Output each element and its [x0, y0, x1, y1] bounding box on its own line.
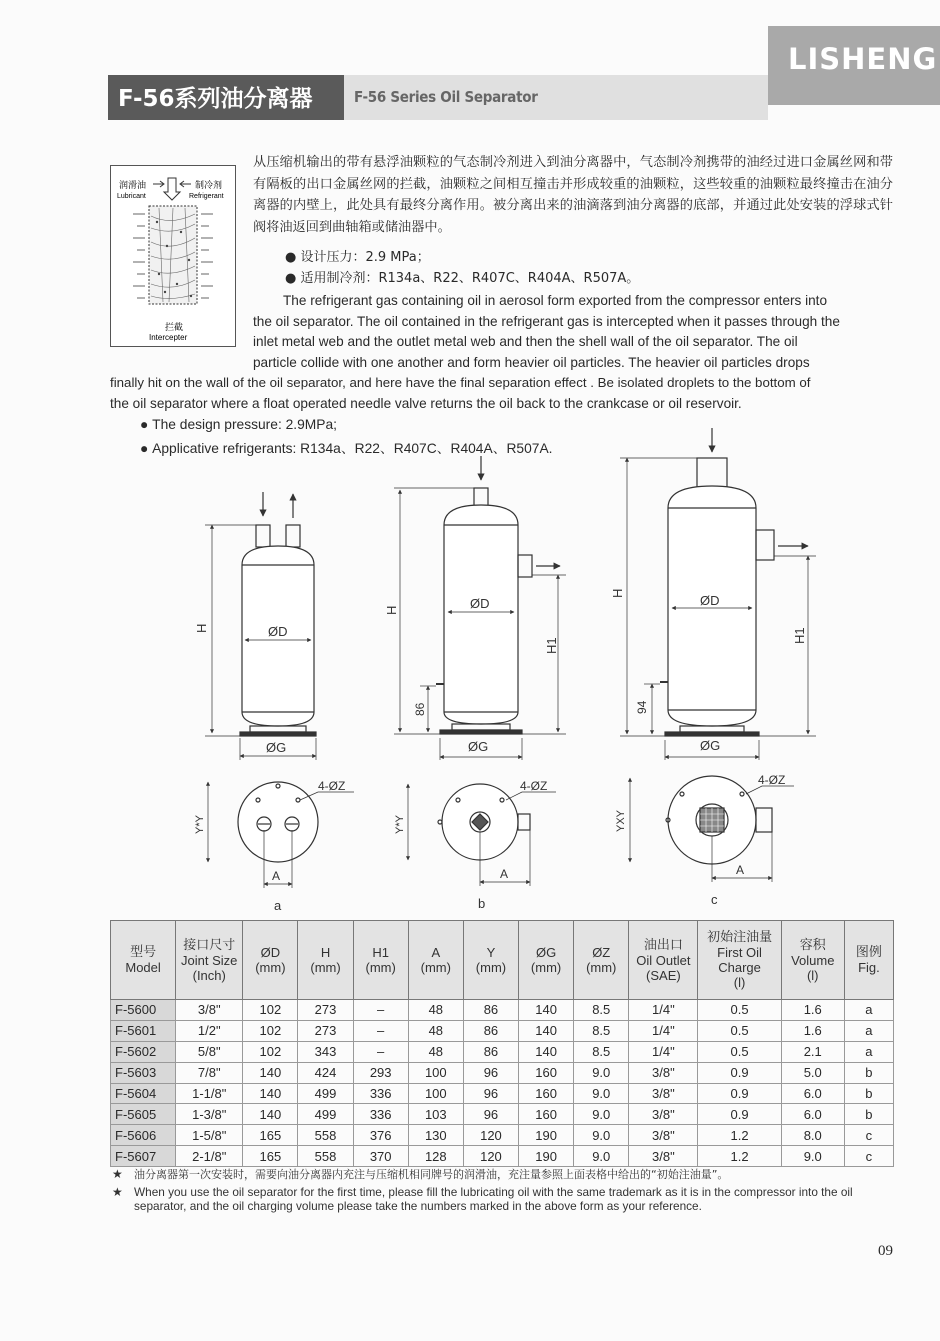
- table-cell: 7/8": [176, 1062, 243, 1083]
- dim-yy-label: Y*Y: [394, 815, 406, 834]
- table-cell: 9.0: [781, 1146, 844, 1167]
- dim-d-label: ØD: [700, 593, 720, 608]
- table-cell: 8.0: [781, 1125, 844, 1146]
- note-cn: ★ 油分离器第一次安装时，需要向油分离器内充注与压缩机相同牌号的润滑油，充注量参照上面表格中给出的“初始注油量”。: [112, 1167, 729, 1181]
- table-row: [111, 1020, 894, 1041]
- table-cell: 273: [298, 1020, 353, 1041]
- header-unit-text: (mm): [255, 960, 286, 975]
- header-unit-text: (mm): [310, 960, 341, 975]
- technical-drawings: [180, 420, 840, 920]
- table-cell: 130: [408, 1125, 463, 1146]
- table-cell: 499: [298, 1083, 353, 1104]
- header-en-text: A: [431, 945, 441, 960]
- table-cell: 128: [408, 1146, 463, 1167]
- table-cell: 103: [408, 1104, 463, 1125]
- table-cell: 8.5: [574, 1041, 629, 1062]
- table-cell: 140: [519, 1000, 574, 1021]
- table-cell: 1-3/8": [176, 1104, 243, 1125]
- table-cell: 0.9: [698, 1062, 781, 1083]
- table-cell: 370: [353, 1146, 408, 1167]
- header-en-text: Volume: [791, 952, 835, 968]
- model-cell: F-5604: [111, 1083, 176, 1104]
- model-cell: F-5601: [111, 1020, 176, 1041]
- table-header-cell: [176, 921, 243, 1000]
- refrigerant-arrow-icon: [180, 181, 191, 187]
- table-cell: 86: [463, 1000, 518, 1021]
- table-body: [111, 1000, 894, 1167]
- table-header-cell: [698, 921, 781, 1000]
- header-en-text: ØZ: [592, 945, 611, 960]
- table-cell: 424: [298, 1062, 353, 1083]
- table-cell: 1-5/8": [176, 1125, 243, 1146]
- dim-d-label: ØD: [470, 596, 490, 611]
- figure-label-c: c: [711, 892, 718, 907]
- table-cell: 0.9: [698, 1083, 781, 1104]
- description-en-line: particle collide with one another and form heavier oil particles. The heavier oil particles drops: [253, 354, 810, 370]
- table-cell: 0.5: [698, 1020, 781, 1041]
- table-cell: 165: [243, 1125, 298, 1146]
- table-cell: 1.6: [781, 1020, 844, 1041]
- table-header-cell: [574, 921, 629, 1000]
- table-cell: 0.9: [698, 1104, 781, 1125]
- lubricant-en-label: Lubricant: [117, 193, 146, 200]
- header-en-text: ØD: [260, 945, 281, 960]
- model-cell: F-5605: [111, 1104, 176, 1125]
- description-en-line: the oil separator where a float operated needle valve returns the oil back to the crankcase or oil reservoir.: [110, 395, 742, 411]
- table-cell: 86: [463, 1041, 518, 1062]
- figure-label-a: a: [274, 898, 282, 913]
- table-cell: 1/2": [176, 1020, 243, 1041]
- header-cn-text: 接口尺寸: [183, 937, 236, 953]
- dim-yy-label: YXY: [615, 809, 627, 832]
- table-cell: 48: [408, 1020, 463, 1041]
- table-header-cell: [519, 921, 574, 1000]
- separator-b-top-view: [408, 784, 556, 886]
- table-cell: 140: [519, 1041, 574, 1062]
- bullet-pressure-cn: ● 设计压力：2.9 MPa；: [285, 250, 430, 265]
- table-cell: 140: [519, 1020, 574, 1041]
- table-header-cell: [111, 921, 176, 1000]
- header-cn-text: 容积: [799, 937, 826, 953]
- description-en-line: The refrigerant gas containing oil in aerosol form exported from the compressor enters into: [283, 293, 828, 308]
- model-cell: F-5602: [111, 1041, 176, 1062]
- table-header-cell: [243, 921, 298, 1000]
- table-cell: a: [844, 1000, 893, 1021]
- dim-z-label: 4-ØZ: [520, 779, 548, 793]
- table-cell: 336: [353, 1104, 408, 1125]
- header-en-text: H1: [372, 945, 389, 960]
- table-row: [111, 1062, 894, 1083]
- dim-a-label: A: [500, 867, 509, 881]
- header-en-text: Joint Size: [181, 952, 238, 968]
- table-header-cell: [463, 921, 518, 1000]
- bullet-dot-icon: ●: [285, 271, 301, 286]
- header-unit-text: (mm): [365, 960, 396, 975]
- table-cell: b: [844, 1062, 893, 1083]
- table-cell: 160: [519, 1062, 574, 1083]
- header-cn-text: 油出口: [643, 937, 683, 953]
- table-header-cell: [781, 921, 844, 1000]
- table-cell: –: [353, 1000, 408, 1021]
- table-cell: 1/4": [629, 1000, 698, 1021]
- table-cell: 8.5: [574, 1000, 629, 1021]
- bullet-dot-icon: ●: [140, 417, 153, 432]
- table-cell: 5.0: [781, 1062, 844, 1083]
- table-cell: 102: [243, 1000, 298, 1021]
- dim-h-label: H: [610, 588, 625, 598]
- page-number: 09: [878, 1243, 893, 1259]
- table-cell: 48: [408, 1000, 463, 1021]
- table-header-cell: [408, 921, 463, 1000]
- header-cn-text: 图例: [855, 945, 882, 960]
- figure-label-b: b: [478, 896, 486, 911]
- brand-logo: LISHENG: [788, 42, 938, 76]
- header-unit-text: (mm): [530, 960, 562, 975]
- table-cell: 102: [243, 1041, 298, 1062]
- table-cell: –: [353, 1020, 408, 1041]
- table-cell: c: [844, 1146, 893, 1167]
- table-cell: –: [353, 1041, 408, 1062]
- header-en-text: First Oil Charge: [717, 945, 762, 975]
- table-cell: 3/8": [176, 1000, 243, 1021]
- table-cell: 86: [463, 1020, 518, 1041]
- table-cell: 1.6: [781, 1000, 844, 1021]
- header-unit-text: (l): [733, 975, 746, 990]
- refrigerant-cn-label: 制冷剂: [195, 180, 223, 190]
- table-cell: 120: [463, 1146, 518, 1167]
- table-row: [111, 1125, 894, 1146]
- dim-z-label: 4-ØZ: [318, 779, 346, 793]
- table-cell: 1/4": [629, 1020, 698, 1041]
- dim-h1-label: H1: [544, 637, 559, 654]
- dim-d-label: ØD: [268, 624, 288, 639]
- table-cell: 140: [243, 1104, 298, 1125]
- specification-table: [110, 920, 894, 1167]
- installation-notes: [110, 1167, 900, 1213]
- header-en-text: H: [320, 945, 331, 960]
- table-cell: 9.0: [574, 1062, 629, 1083]
- bullet-refrigerants-cn: ● 适用制冷剂：R134a、R22、R407C、R404A、R507A。: [285, 271, 640, 286]
- table-cell: 1.2: [698, 1125, 781, 1146]
- model-cell: F-5600: [111, 1000, 176, 1021]
- table-cell: 336: [353, 1083, 408, 1104]
- table-cell: 558: [298, 1125, 353, 1146]
- bullet-dot-icon: ●: [285, 250, 301, 265]
- dim-a-label: A: [736, 863, 745, 877]
- header-cn-text: 初始注油量: [707, 930, 773, 945]
- table-cell: 9.0: [574, 1104, 629, 1125]
- separator-a-side-view: [205, 492, 316, 760]
- lubricant-cn-label: 润滑油: [119, 180, 147, 190]
- table-cell: 0.5: [698, 1041, 781, 1062]
- table-cell: c: [844, 1125, 893, 1146]
- table-cell: 140: [243, 1062, 298, 1083]
- description-en-line: inlet metal web and the outlet metal web and then the shell wall of the oil separator. The oil: [253, 334, 798, 349]
- dim-yy-label: Y*Y: [194, 815, 206, 834]
- table-cell: 100: [408, 1083, 463, 1104]
- table-cell: 140: [243, 1083, 298, 1104]
- table-cell: 96: [463, 1062, 518, 1083]
- note-en: ★ When you use the oil separator for the first time, please fill the lubricating oil with the same trademark as it is in the compressor into the oil separator, and the oil charging volume please take the numbers marked in the above form as your reference.: [112, 1185, 853, 1213]
- table-cell: 96: [463, 1104, 518, 1125]
- inlet-arrow-icon: [164, 178, 180, 200]
- table-cell: 293: [353, 1062, 408, 1083]
- table-header-cell: [298, 921, 353, 1000]
- table-cell: b: [844, 1083, 893, 1104]
- header-en-text: Oil Outlet: [636, 952, 691, 968]
- model-cell: F-5603: [111, 1062, 176, 1083]
- header-unit-text: (SAE): [646, 967, 681, 983]
- intercepter-cn-label: 拦截: [165, 322, 184, 332]
- table-cell: 3/8": [629, 1146, 698, 1167]
- page-title-en: F-56 Series Oil Separator: [354, 88, 538, 106]
- header-unit-text: (mm): [420, 960, 451, 975]
- table-cell: 100: [408, 1062, 463, 1083]
- table-cell: 102: [243, 1020, 298, 1041]
- header-unit-text: (mm): [475, 960, 507, 975]
- table-row: [111, 1083, 894, 1104]
- table-cell: 273: [298, 1000, 353, 1021]
- table-cell: 2-1/8": [176, 1146, 243, 1167]
- refrigerant-en-label: Refrigerant: [189, 193, 224, 200]
- table-header-cell: [844, 921, 893, 1000]
- header-cn-text: 型号: [130, 945, 157, 960]
- table-cell: a: [844, 1041, 893, 1062]
- table-row: [111, 1104, 894, 1125]
- header-unit-text: (mm): [586, 960, 617, 975]
- header-en-text: Y: [486, 945, 496, 960]
- table-cell: 558: [298, 1146, 353, 1167]
- table-cell: 499: [298, 1104, 353, 1125]
- table-cell: 3/8": [629, 1062, 698, 1083]
- table-cell: 9.0: [574, 1083, 629, 1104]
- model-cell: F-5607: [111, 1146, 176, 1167]
- table-cell: 6.0: [781, 1083, 844, 1104]
- header-en-text: ØG: [535, 945, 557, 960]
- table-row: [111, 1041, 894, 1062]
- model-cell: F-5606: [111, 1125, 176, 1146]
- table-header-row: [111, 921, 894, 1000]
- table-cell: 0.5: [698, 1000, 781, 1021]
- description-en-line: finally hit on the wall of the oil separator, and here have the final separation effect . Be isolated droplets to the bottom of: [110, 375, 811, 390]
- table-cell: 3/8": [629, 1125, 698, 1146]
- dim-h-label: H: [384, 605, 399, 615]
- separator-a-top-view: [208, 782, 354, 888]
- page-title-cn: F-56系列油分离器: [118, 86, 313, 112]
- star-icon: ★: [112, 1185, 123, 1199]
- table-cell: 1-1/8": [176, 1083, 243, 1104]
- table-cell: 1.2: [698, 1146, 781, 1167]
- dim-86-label: 86: [413, 702, 427, 716]
- table-cell: 376: [353, 1125, 408, 1146]
- table-cell: 160: [519, 1104, 574, 1125]
- table-cell: 1/4": [629, 1041, 698, 1062]
- dim-a-label: A: [272, 869, 281, 883]
- header-en-text: Fig.: [858, 960, 880, 975]
- table-cell: 2.1: [781, 1041, 844, 1062]
- table-cell: 9.0: [574, 1146, 629, 1167]
- separator-c-top-view: [630, 776, 794, 882]
- table-row: [111, 1000, 894, 1021]
- table-cell: 48: [408, 1041, 463, 1062]
- table-cell: 8.5: [574, 1020, 629, 1041]
- table-cell: 6.0: [781, 1104, 844, 1125]
- table-cell: b: [844, 1104, 893, 1125]
- bullet-refrigerants-en: ● Applicative refrigerants: R134a、R22、R407C、R404A、R507A.: [140, 441, 553, 456]
- bullet-dot-icon: ●: [140, 441, 153, 456]
- star-icon: ★: [112, 1167, 123, 1181]
- table-cell: 9.0: [574, 1125, 629, 1146]
- dim-g-label: ØG: [468, 739, 489, 754]
- dim-z-label: 4-ØZ: [758, 773, 786, 787]
- table-cell: 5/8": [176, 1041, 243, 1062]
- table-cell: 165: [243, 1146, 298, 1167]
- table-cell: 160: [519, 1083, 574, 1104]
- table-cell: 343: [298, 1041, 353, 1062]
- description-en-line: the oil separator. The oil contained in the refrigerant gas is intercepted when it passes through the: [253, 313, 840, 329]
- table-cell: 3/8": [629, 1083, 698, 1104]
- table-cell: 3/8": [629, 1104, 698, 1125]
- bullet-pressure-en: ● The design pressure: 2.9MPa;: [140, 417, 337, 432]
- dim-h-label: H: [194, 623, 209, 633]
- intercepter-en-label: Intercepter: [149, 333, 188, 342]
- table-header-cell: [353, 921, 408, 1000]
- dim-g-label: ØG: [700, 738, 721, 753]
- table-cell: 190: [519, 1125, 574, 1146]
- dim-g-label: ØG: [266, 740, 287, 755]
- header-unit-text: (l): [806, 967, 819, 983]
- lubricant-arrow-icon: [153, 181, 164, 187]
- table-cell: a: [844, 1020, 893, 1041]
- table-header-cell: [629, 921, 698, 1000]
- description-en: [110, 291, 893, 414]
- dim-94-label: 94: [635, 700, 649, 714]
- table-cell: 96: [463, 1083, 518, 1104]
- dim-h1-label: H1: [792, 627, 807, 644]
- table-cell: 190: [519, 1146, 574, 1167]
- table-cell: 120: [463, 1125, 518, 1146]
- table-row: [111, 1146, 894, 1167]
- description-cn: 从压缩机输出的带有悬浮油颗粒的气态制冷剂进入到油分离器中，气态制冷剂携带的油经过进口金属丝网和带有隔板的出口金属丝网的拦截，油颗粒之间相互撞击并形成较重的油颗粒，这些较重的油颗粒最终撞击在油分离器的内壁上，此处具有最终分离作用。被分离出来的油滴落到油分离器的底部，并通过此处安装的浮球式针阀将油返回到曲轴箱或储油器中。: [253, 155, 893, 235]
- header-unit-text: (Inch): [192, 967, 226, 983]
- header-en-text: Model: [125, 960, 161, 975]
